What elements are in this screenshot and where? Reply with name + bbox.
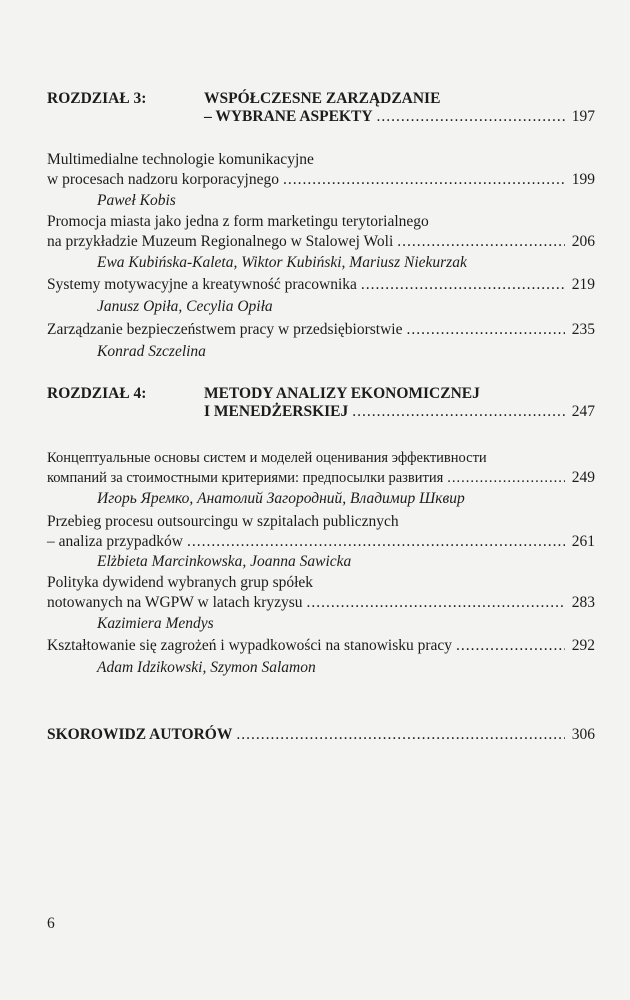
page-ref: 247	[571, 403, 595, 420]
entry-title-line2: na przykładzie Muzeum Regionalnego w Stalowej Woli	[47, 233, 394, 250]
chapter-label: ROZDZIAŁ 4:	[47, 385, 147, 402]
entry-title: Zarządzanie bezpieczeństwem pracy w przedsiębiorstwie	[47, 321, 403, 338]
entry-authors: Janusz Opiła, Cecylia Opiła	[97, 298, 273, 315]
author-index-entry	[47, 726, 595, 744]
toc-entry	[47, 448, 595, 488]
entry-title-line2: notowanych na WGPW w latach kryzysu	[47, 594, 303, 611]
chapter-title	[204, 90, 595, 126]
chapter-title-line2: – WYBRANE ASPEKTY	[204, 108, 373, 125]
entry-title: Systemy motywacyjne a kreatywność pracownika	[47, 276, 357, 293]
entry-authors: Konrad Szczelina	[97, 343, 206, 360]
page-ref: 199	[571, 171, 595, 188]
entry-authors: Adam Idzikowski, Szymon Salamon	[97, 659, 316, 676]
entry-title-line1: Promocja miasta jako jedna z form marketingu terytorialnego	[47, 213, 429, 230]
toc-entry	[47, 512, 595, 552]
entry-authors: Kazimiera Mendys	[97, 615, 214, 632]
toc-entry	[47, 212, 595, 252]
page-number: 6	[47, 915, 55, 932]
toc-entry	[47, 320, 595, 340]
page-ref: 206	[571, 233, 595, 250]
entry-title: Kształtowanie się zagrożeń i wypadkowości na stanowisku pracy	[47, 637, 453, 654]
page-ref: 249	[571, 469, 595, 486]
page-ref: 197	[571, 108, 595, 125]
page-ref: 219	[571, 276, 595, 293]
entry-title-line2: компаний за стоимостными критериями: предпосылки развития	[47, 470, 444, 486]
chapter-title-line2: I MENEDŻERSKIEJ	[204, 403, 349, 420]
entry-authors: Elżbieta Marcinkowska, Joanna Sawicka	[97, 553, 352, 570]
toc-entry	[47, 150, 595, 190]
entry-title-line2: – analiza przypadków	[47, 533, 183, 550]
entry-title-line1: Przebieg procesu outsourcingu w szpitalach publicznych	[47, 513, 399, 530]
entry-title-line2: w procesach nadzoru korporacyjnego	[47, 171, 279, 188]
toc-entry	[47, 636, 595, 656]
index-label: SKOROWIDZ AUTORÓW	[47, 726, 233, 743]
page-ref: 283	[571, 594, 595, 611]
chapter-label: ROZDZIAŁ 3:	[47, 90, 147, 107]
page-ref: 292	[571, 637, 595, 654]
chapter-title-line1: WSPÓŁCZESNE ZARZĄDZANIE	[204, 90, 441, 107]
page-ref: 306	[571, 726, 595, 743]
entry-title-line1: Концептуальные основы систем и моделей оценивания эффективности	[47, 450, 487, 466]
chapter-title	[204, 385, 595, 421]
toc-entry	[47, 573, 595, 613]
entry-authors: Paweł Kobis	[97, 192, 176, 209]
chapter-title-line1: METODY ANALIZY EKONOMICZNEJ	[204, 385, 480, 402]
entry-title-line1: Polityka dywidend wybranych grup spółek	[47, 574, 314, 591]
page-ref: 261	[571, 533, 595, 550]
entry-title-line1: Multimedialne technologie komunikacyjne	[47, 151, 314, 168]
entry-authors: Ewa Kubińska-Kaleta, Wiktor Kubiński, Mariusz Niekurzak	[97, 254, 467, 271]
page-ref: 235	[571, 321, 595, 338]
toc-entry	[47, 275, 595, 295]
entry-authors: Игорь Яремко, Анатолий Загородний, Владимир Шквир	[97, 490, 465, 507]
